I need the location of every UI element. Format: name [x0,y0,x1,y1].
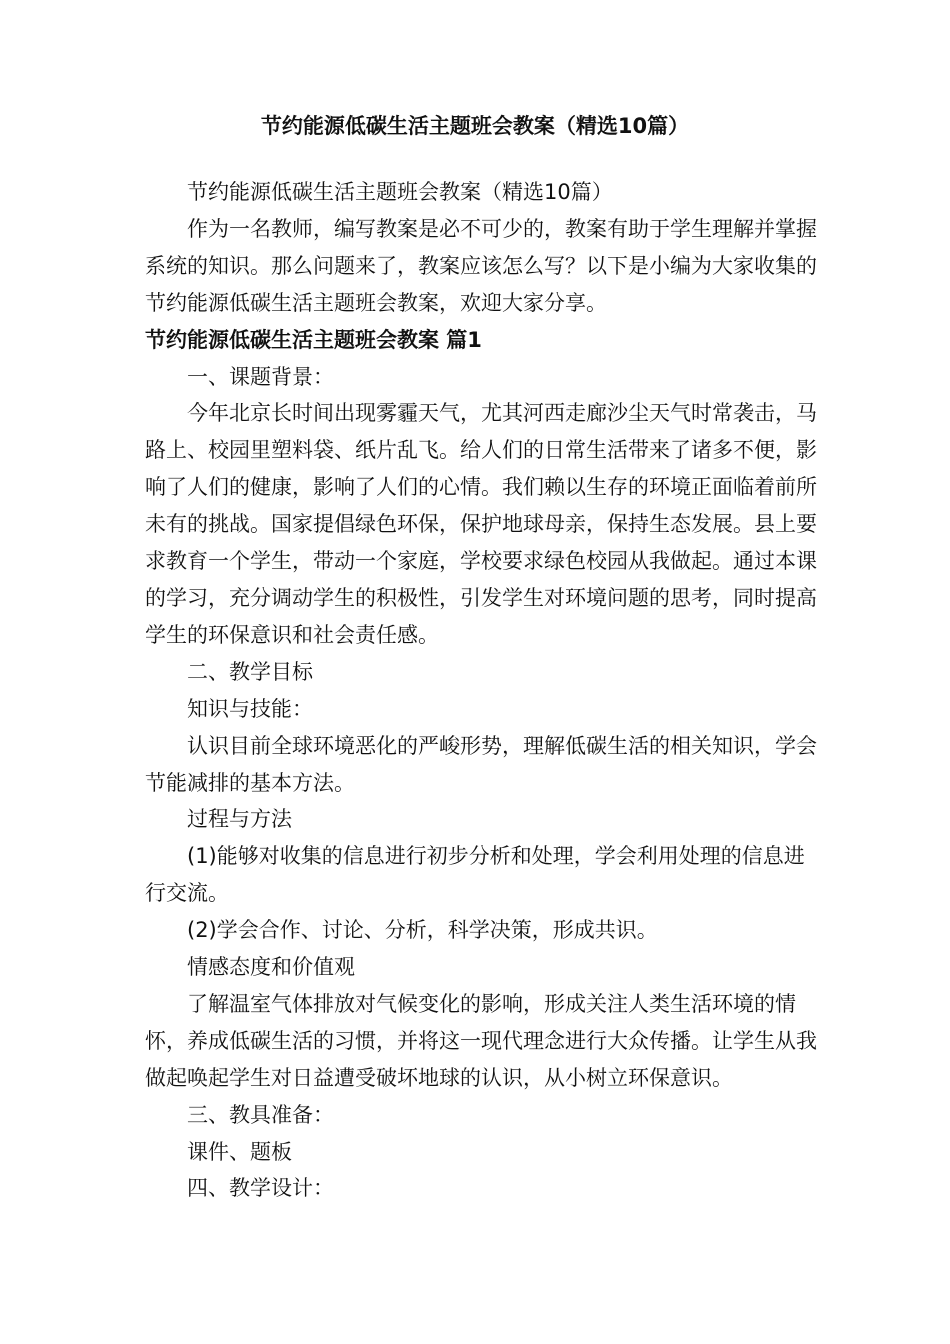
intro-paragraph: 作为一名教师，编写教案是必不可少的，教案有助于学生理解并掌握系统的知识。那么问题来了，教案应该怎么写？以下是小编为大家收集的节约能源低碳生活主题班会教案，欢迎大家分享。 [145,216,817,315]
goal-label-attitude: 情感态度和价值观 [187,955,355,980]
section-label-design: 四、教学设计： [187,1176,334,1201]
document-title: 节约能源低碳生活主题班会教案（精选10篇） [260,114,690,138]
section-label-background: 一、课题背景： [187,364,334,389]
goal-label-knowledge: 知识与技能： [187,696,313,721]
knowledge-paragraph: 认识目前全球环境恶化的严峻形势，理解低碳生活的相关知识，学会节能减排的基本方法。 [145,733,817,795]
materials-paragraph: 课件、题板 [187,1139,292,1164]
goal-label-process: 过程与方法 [187,807,292,832]
section-heading: 节约能源低碳生活主题班会教案 篇1 [145,327,482,352]
attitude-paragraph: 了解温室气体排放对气候变化的影响，形成关注人类生活环境的情怀，养成低碳生活的习惯，并将这一现代理念进行大众传播。让学生从我做起唤起学生对日益遭受破坏地球的认识，从小树立环保意识。 [145,991,817,1090]
intro-subtitle: 节约能源低碳生活主题班会教案（精选10篇） [187,180,613,204]
process-item-1: (1)能够对收集的信息进行初步分析和处理，学会利用处理的信息进行交流。 [145,844,805,906]
section-label-goals: 二、教学目标 [187,659,313,684]
background-paragraph: 今年北京长时间出现雾霾天气，尤其河西走廊沙尘天气时常袭击，马路上、校园里塑料袋、纸片乱飞。给人们的日常生活带来了诸多不便，影响了人们的健康，影响了人们的心情。我们赖以生存的环境正面临着前所未有的挑战。国家提倡绿色环保，保护地球母亲，保持生态发展。县上要求教育一个学生，带动一个家庭，学校要求绿色校园从我做起。通过本课的学习，充分调动学生的积极性，引发学生对环境问题的思考，同时提高学生的环保意识和社会责任感。 [145,401,817,647]
document-body [145,174,817,1207]
process-item-2: (2)学会合作、讨论、分析，科学决策，形成共识。 [187,918,658,943]
section-label-materials: 三、教具准备： [187,1102,334,1127]
